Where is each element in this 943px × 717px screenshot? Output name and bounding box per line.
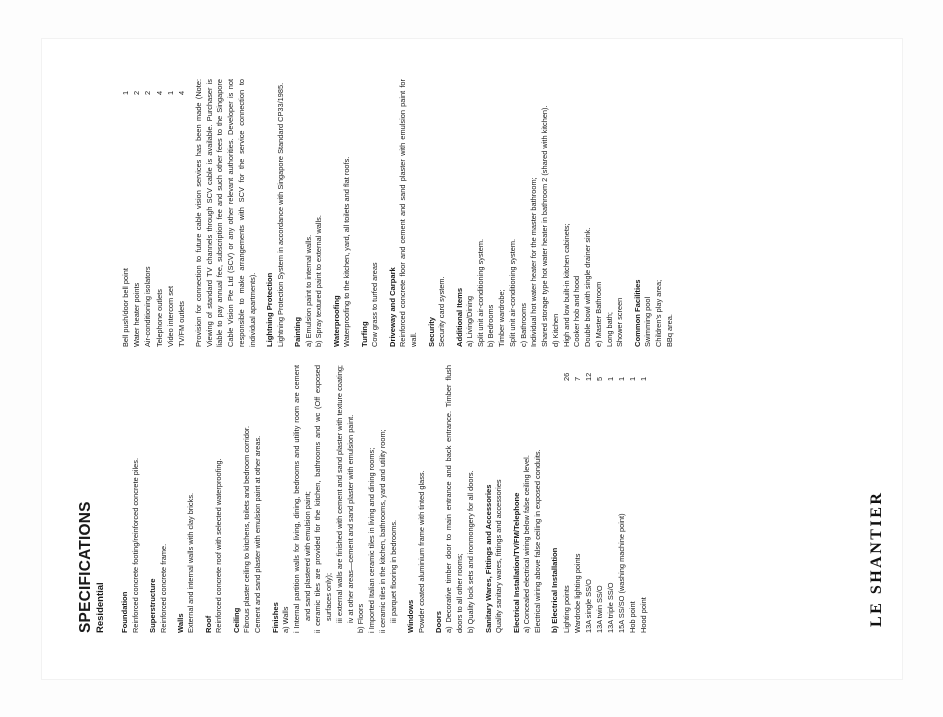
- spec-section-heading: Sanitary Wares, Fittings and Accessories: [483, 484, 493, 633]
- spec-section: [483, 365, 504, 633]
- spec-count-label: TV/FM outlets: [176, 300, 186, 347]
- spec-subsection-item: Split unit air-conditioning system.: [475, 238, 485, 347]
- spec-count-value: 1: [627, 376, 637, 381]
- spec-section: [270, 365, 398, 633]
- specifications-sheet: [42, 39, 902, 679]
- spec-count-row: [120, 79, 131, 347]
- spec-count-value: 2: [142, 90, 152, 95]
- spec-section-heading: Roof: [203, 615, 213, 633]
- spec-count-label: Lighting points: [561, 584, 571, 633]
- spec-subsection-label: a) Living/Dining: [464, 295, 474, 347]
- spec-section-heading: Walls: [175, 612, 185, 633]
- spec-line: BBq area.: [664, 313, 674, 347]
- spec-count-label: 15A SS/SO (washing machine point): [616, 512, 626, 633]
- spec-line: b) Spray textured paint to external walls.: [313, 214, 323, 347]
- spec-line: Provision for connection to future cable vision services has been made (Note: Viewing of standard TV channels through SCV cable is available. Purchaser is liable to pay annual fee, subscription fee and such other fees to the Singapore Cable Vision Pte Ltd (SCV) or any other relevant authorities. Developer is not responsible to make arrangements with SCV for the service connection to individual apartments).: [193, 78, 257, 347]
- spec-section: [176, 365, 197, 633]
- spec-count-label: Wardrobe lighting points: [572, 553, 582, 633]
- spec-section-heading: Finishes: [270, 601, 280, 633]
- spec-subsection-item: Shared storage type hot water heater in bathroom 2 (shared with kitchen).: [539, 104, 549, 347]
- spec-subsection-item: iii external walls are finished with cement and sand plaster with texture coating;: [334, 364, 344, 623]
- spec-subsection-label: a) Walls: [280, 606, 290, 633]
- spec-subsection-item: ii ceramic tiles are provided for the kitchen, bathrooms and wc (Off exposed surfaces only);: [312, 364, 333, 633]
- spec-subsection-item: Shower screen: [614, 297, 624, 347]
- spec-section-heading: Electrical Installation/TV/FM/Telephone: [511, 492, 521, 633]
- spec-section-heading: Driveway and Carpark: [387, 266, 397, 347]
- specifications-columns: [120, 67, 682, 633]
- spec-line: a) Decorative timber door to main entrance and back entrance. Timber flush doors to all other rooms;: [443, 364, 464, 633]
- spec-section: [293, 79, 325, 347]
- spec-subsection-label: d) Kitchen: [550, 313, 560, 347]
- spec-count-row: [638, 365, 649, 633]
- spec-section: [360, 79, 381, 347]
- spec-count-row: [582, 365, 593, 633]
- spec-subsection-item: ii ceramic tiles in the kitchen, bathrooms, yard and utility room;: [377, 428, 387, 633]
- spec-section-heading: Superstructure: [147, 578, 157, 633]
- spec-count-value: 4: [154, 90, 164, 95]
- spec-count-value: 12: [583, 372, 593, 381]
- spec-subsection-label: e) Master Bathroom: [593, 281, 603, 347]
- spec-section: [148, 365, 169, 633]
- spec-subsection-label: c) Bathrooms: [518, 302, 528, 347]
- spec-count-row: [627, 365, 638, 633]
- spec-count-label: Hood point: [638, 596, 648, 633]
- spec-count-row: [142, 79, 153, 347]
- spec-line: a) Concealed electrical wiring below false ceiling level.: [521, 454, 531, 633]
- spec-subsection-item: Timber wardrobe;: [496, 288, 506, 347]
- spec-section: [232, 365, 264, 633]
- spec-count-row: [164, 79, 175, 347]
- spec-line: Reinforced concrete roof with selected waterproofing.: [213, 457, 223, 633]
- spec-section: [632, 79, 674, 347]
- page-title: SPECIFICATIONS: [76, 500, 94, 633]
- spec-subsection-item: High and low built-in kitchen cabinets;: [561, 222, 571, 347]
- spec-section: [204, 365, 225, 633]
- spec-line: External and internal walls with clay bricks.: [185, 492, 195, 633]
- spec-line: Waterproofing to the kitchen, yard, all toilets and flat roofs.: [341, 156, 351, 347]
- spec-count-label: Video intercom set: [165, 285, 175, 347]
- spec-section-heading: Painting: [292, 316, 302, 347]
- spec-line: Children's play area;: [653, 279, 663, 347]
- spec-line: Electrical wiring above false ceiling in exposed conduits.: [532, 448, 542, 633]
- spec-line: Fibrous plaster ceiling to kitchens, toilets and bedroom corridor.: [241, 425, 251, 633]
- spec-count-row: [560, 365, 571, 633]
- spec-section: [406, 365, 427, 633]
- spec-section: [265, 79, 286, 347]
- spec-count-label: Water heater points: [131, 282, 141, 347]
- spec-subsection-item: Double bowl with single drainer sink.: [582, 226, 592, 347]
- spec-count-value: 26: [561, 372, 571, 381]
- spec-section: [511, 365, 543, 633]
- left-column: [120, 365, 656, 633]
- spec-count-value: 1: [120, 90, 130, 95]
- spec-section-heading: Waterproofing: [331, 294, 341, 347]
- spec-count-label: Bell push/door bell point: [120, 267, 130, 347]
- spec-line: Reinforced concrete frame.: [158, 543, 167, 633]
- spec-section-heading: Ceiling: [231, 607, 241, 633]
- spec-count-label: 13A triple SS/O: [605, 581, 615, 633]
- spec-subsection-item: Split unit air-conditioning system.: [507, 238, 517, 347]
- spec-count-row: [616, 365, 627, 633]
- spec-section: [120, 365, 141, 633]
- spec-count-row: [153, 79, 164, 347]
- spec-subsection-item: i Imported Italian ceramic tiles in living and dining rooms;: [366, 447, 376, 633]
- spec-line: Security card system.: [436, 275, 446, 347]
- spec-section-heading: Turfing: [359, 320, 369, 347]
- spec-section: [426, 79, 447, 347]
- spec-count-value: 2: [131, 90, 141, 95]
- spec-subsection-item: Cooker hob and hood: [571, 275, 581, 347]
- spec-count-label: 13A twin SS/O: [594, 584, 604, 633]
- spec-line: a) Emulsion paint to internal walls.: [303, 234, 313, 347]
- spec-subsection-label: b) Floors: [355, 603, 365, 633]
- spec-count-value: 4: [176, 90, 186, 95]
- spec-count-row: [131, 79, 142, 347]
- spec-count-value: 5: [594, 376, 604, 381]
- right-column: [120, 79, 682, 347]
- spec-count-row: [571, 365, 582, 633]
- spec-line: Swimming pool: [642, 296, 652, 347]
- spec-count-value: 7: [572, 376, 582, 381]
- spec-line: Reinforced concrete floor and cement and sand plaster with emulsion paint for wall.: [397, 78, 418, 347]
- spec-count-value: 1: [638, 376, 648, 381]
- spec-section: [550, 365, 649, 633]
- spec-line: Lightning Protection System in accordance with Singapore Standard CP33/1985.: [275, 82, 285, 347]
- spec-section: [434, 365, 476, 633]
- spec-section: [120, 79, 187, 347]
- spec-section: [193, 79, 257, 347]
- spec-section-heading: b) Electrical Installation: [549, 547, 559, 633]
- spec-subsection-item: Individual hot water heater for the master bathroom;: [528, 176, 538, 347]
- page-subtitle: Residential: [94, 581, 106, 633]
- spec-subsection-item: Long bath;: [604, 311, 613, 347]
- spec-section-heading: Security: [426, 316, 436, 347]
- spec-count-label: 13A single SS/O: [583, 578, 593, 633]
- spec-section: [454, 79, 625, 347]
- spec-line: Quality sanitary wares, fittings and accessories: [493, 478, 503, 633]
- spec-count-label: Air-conditioning isolators: [142, 265, 152, 347]
- spec-count-row: [593, 365, 604, 633]
- spec-subsection-label: b) Bedrooms: [485, 304, 495, 347]
- spec-count-value: 1: [165, 90, 175, 95]
- spec-count-value: 1: [605, 376, 615, 381]
- spec-section-heading: Lightning Protection: [264, 272, 274, 347]
- spec-line: Cow grass to turfed areas: [369, 261, 379, 347]
- developer-logo: LE SHANTIER: [867, 490, 885, 627]
- spec-section: [388, 79, 420, 347]
- spec-line: Reinforced concrete footing/reinforced concrete piles.: [130, 457, 140, 633]
- spec-line: Cement and sand plaster with emulsion paint at other areas.: [252, 435, 262, 633]
- spec-line: Powder coated aluminium frame with tinted glass.: [416, 469, 425, 633]
- spec-section-heading: Windows: [405, 599, 415, 633]
- spec-section-heading: Common Facilities: [632, 278, 642, 347]
- spec-subsection-item: iv at other areas—cement and sand plaster with emulsion paint.: [345, 414, 355, 623]
- spec-count-row: [605, 365, 616, 633]
- spec-count-label: Hob point: [627, 600, 637, 633]
- spec-section: [332, 79, 353, 347]
- spec-section-heading: Foundation: [119, 591, 129, 633]
- spec-line: b) Quality lock sets and ironmongery for all doors.: [465, 469, 475, 633]
- spec-count-row: [175, 79, 186, 347]
- spec-subsection-item: i Internal partition walls for living, dining, bedrooms and utility room are cement and sand plastered with emulsion paint;: [291, 364, 312, 633]
- spec-section-heading: Additional Items: [454, 287, 464, 347]
- spec-subsection-item: iii parquet flooring in bedrooms.: [388, 519, 398, 623]
- spec-count-value: 1: [616, 376, 626, 381]
- spec-count-label: Telephone outlets: [154, 288, 164, 347]
- spec-section-heading: Doors: [433, 610, 443, 633]
